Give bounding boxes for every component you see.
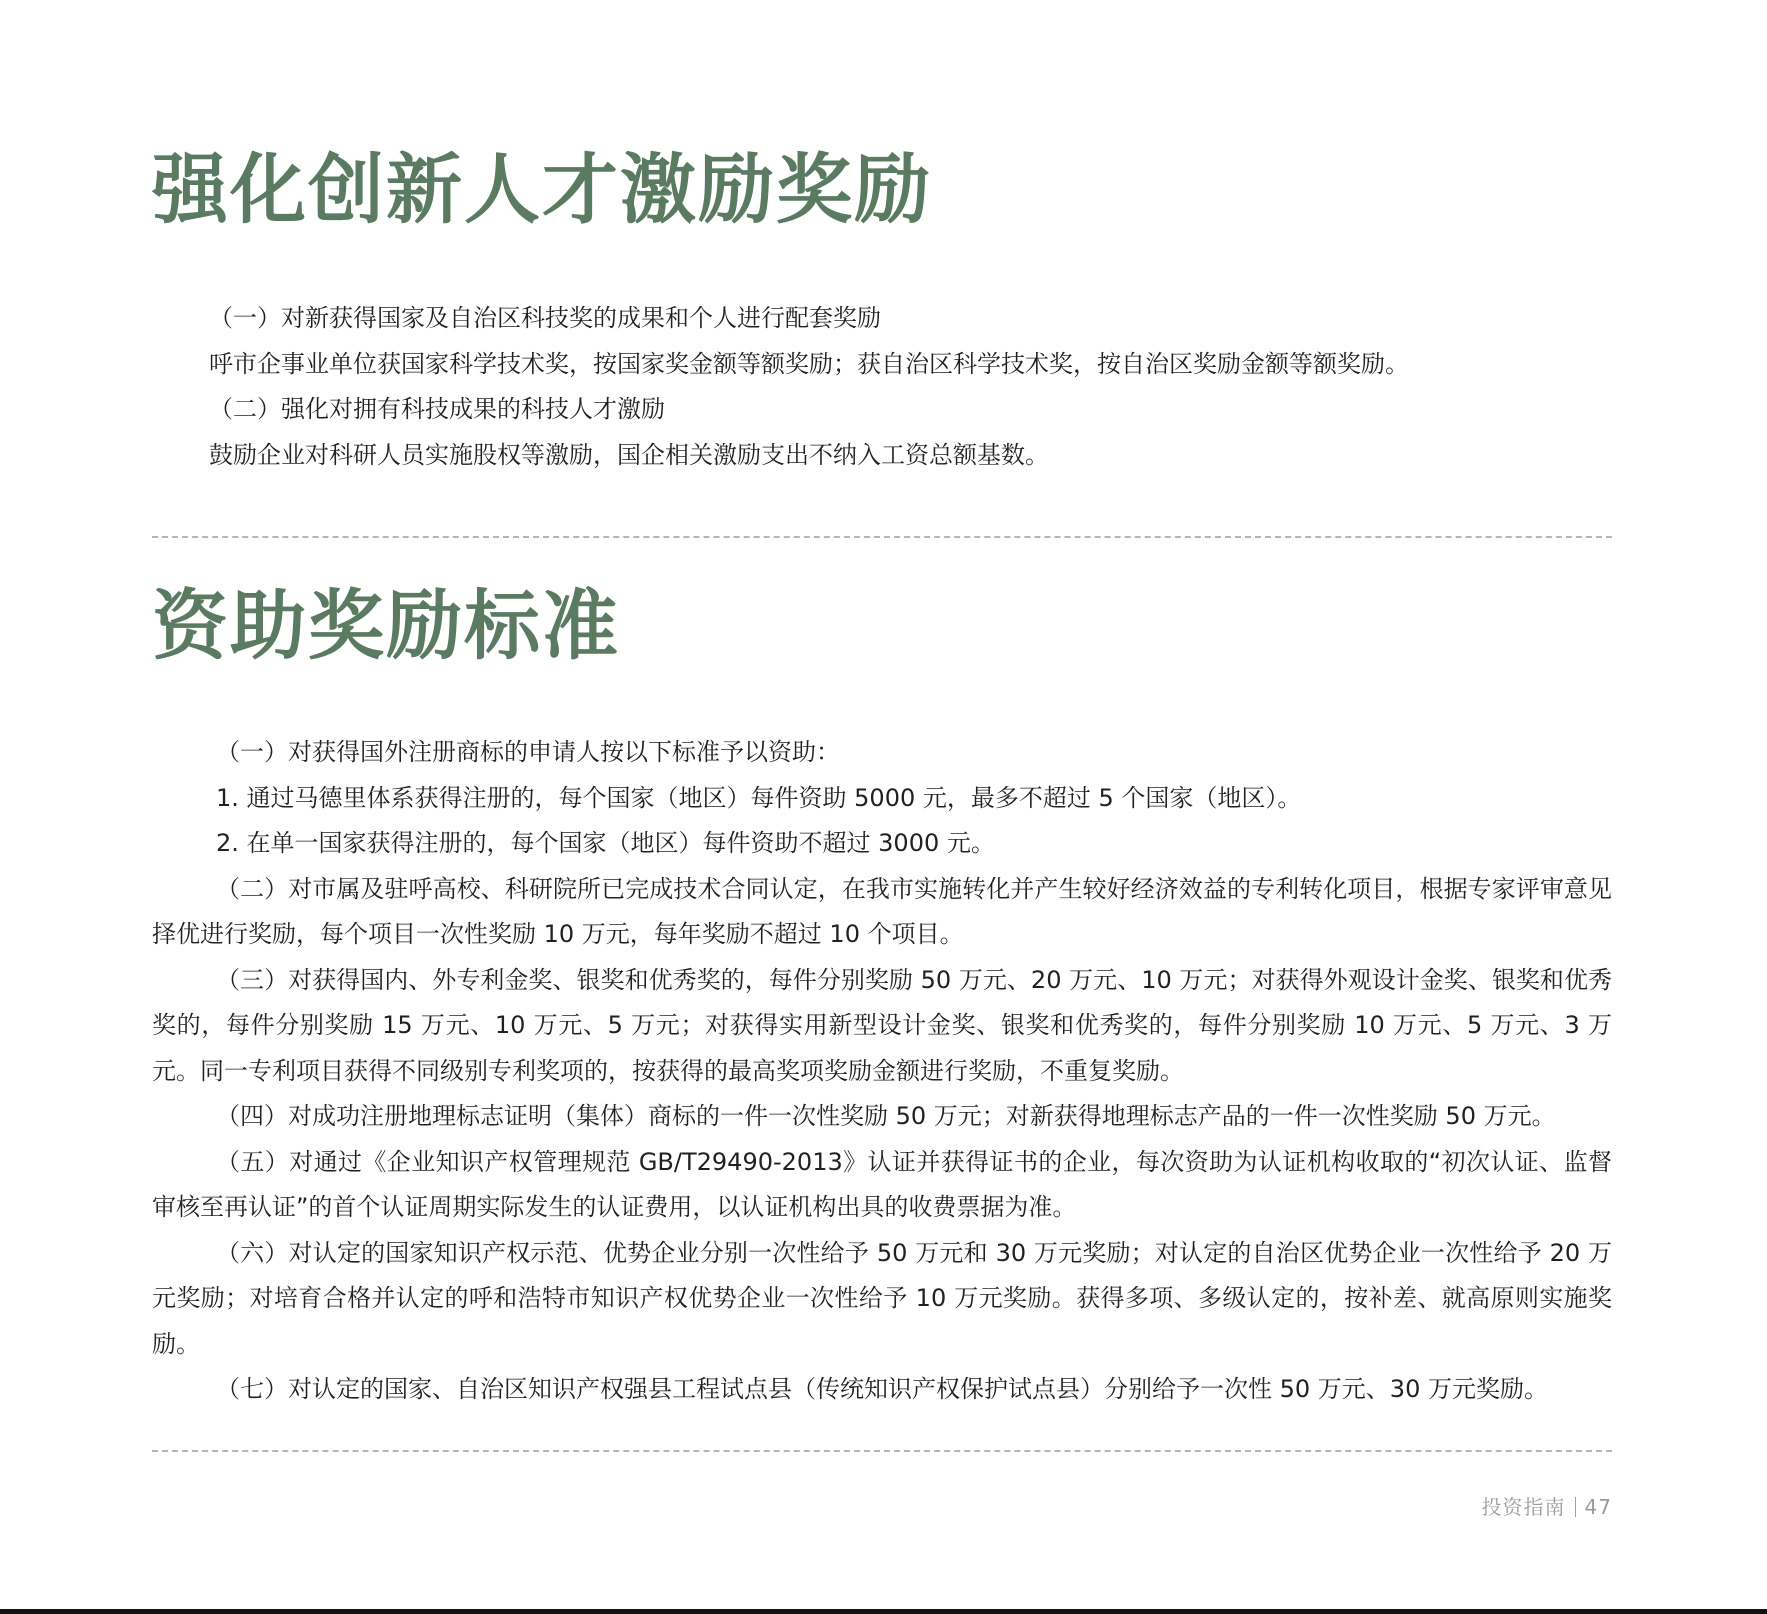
body-paragraph: （七）对认定的国家、自治区知识产权强县工程试点县（传统知识产权保护试点县）分别给予一次性 50 万元、30 万元奖励。 — [216, 1375, 1548, 1403]
body-paragraph: 鼓励企业对科研人员实施股权等激励，国企相关激励支出不纳入工资总额基数。 — [209, 440, 1049, 469]
body-paragraph: （二）对市属及驻呼高校、科研院所已完成技术合同认定，在我市实施转化并产生较好经济效益的专利转化项目，根据专家评审意见择优进行奖励，每个项目一次性奖励 10 万元，每年奖励不超过 10 个项目。 — [152, 874, 1612, 948]
section-title-talent-incentives: 强化创新人才激励奖励 — [152, 145, 932, 234]
footer-separator — [1575, 1497, 1576, 1517]
body-paragraph: （一）对获得国外注册商标的申请人按以下标准予以资助： — [216, 738, 840, 766]
sub-heading: （一）对新获得国家及自治区科技奖的成果和个人进行配套奖励 — [209, 304, 881, 332]
body-paragraph: （六）对认定的国家知识产权示范、优势企业分别一次性给予 50 万元和 30 万元奖励；对认定的自治区优势企业一次性给予 20 万元奖励；对培育合格并认定的呼和浩特市知识产权优势企业一次性给予 10 万元奖励。获得多项、多级认定的，按补差、就高原则实施奖励。 — [152, 1238, 1612, 1358]
page-number: 47 — [1584, 1495, 1612, 1519]
sub-heading: （二）强化对拥有科技成果的科技人才激励 — [209, 395, 665, 423]
body-paragraph: （四）对成功注册地理标志证明（集体）商标的一件一次性奖励 50 万元；对新获得地理标志产品的一件一次性奖励 50 万元。 — [216, 1102, 1556, 1130]
page-bottom-edge — [0, 1609, 1767, 1614]
section-title-funding-standards: 资助奖励标准 — [152, 581, 620, 670]
body-paragraph: 呼市企事业单位获国家科学技术奖，按国家奖金额等额奖励；获自治区科学技术奖，按自治区奖励金额等额奖励。 — [209, 349, 1409, 378]
list-item: 2. 在单一国家获得注册的，每个国家（地区）每件资助不超过 3000 元。 — [216, 829, 995, 857]
dashed-divider — [152, 536, 1612, 538]
body-paragraph: （五）对通过《企业知识产权管理规范 GB/T29490-2013》认证并获得证书的企业，每次资助为认证机构收取的“初次认证、监督审核至再认证”的首个认证周期实际发生的认证费用，以认证机构出具的收费票据为准。 — [152, 1147, 1612, 1221]
dashed-divider — [152, 1450, 1612, 1452]
list-item: 1. 通过马德里体系获得注册的，每个国家（地区）每件资助 5000 元，最多不超过 5 个国家（地区）。 — [216, 783, 1302, 812]
section-body-talent-incentives — [152, 296, 1612, 478]
body-paragraph: （三）对获得国内、外专利金奖、银奖和优秀奖的，每件分别奖励 50 万元、20 万元、10 万元；对获得外观设计金奖、银奖和优秀奖的，每件分别奖励 15 万元、10 万元、5 万元；对获得实用新型设计金奖、银奖和优秀奖的，每件分别奖励 10 万元、5 万元、3 万元。同一专利项目获得不同级别专利奖项的，按获得的最高奖项奖励金额进行奖励，不重复奖励。 — [152, 965, 1612, 1085]
footer-label: 投资指南 — [1481, 1495, 1566, 1519]
page-footer — [1482, 1491, 1612, 1520]
section-body-funding-standards — [152, 730, 1612, 1413]
